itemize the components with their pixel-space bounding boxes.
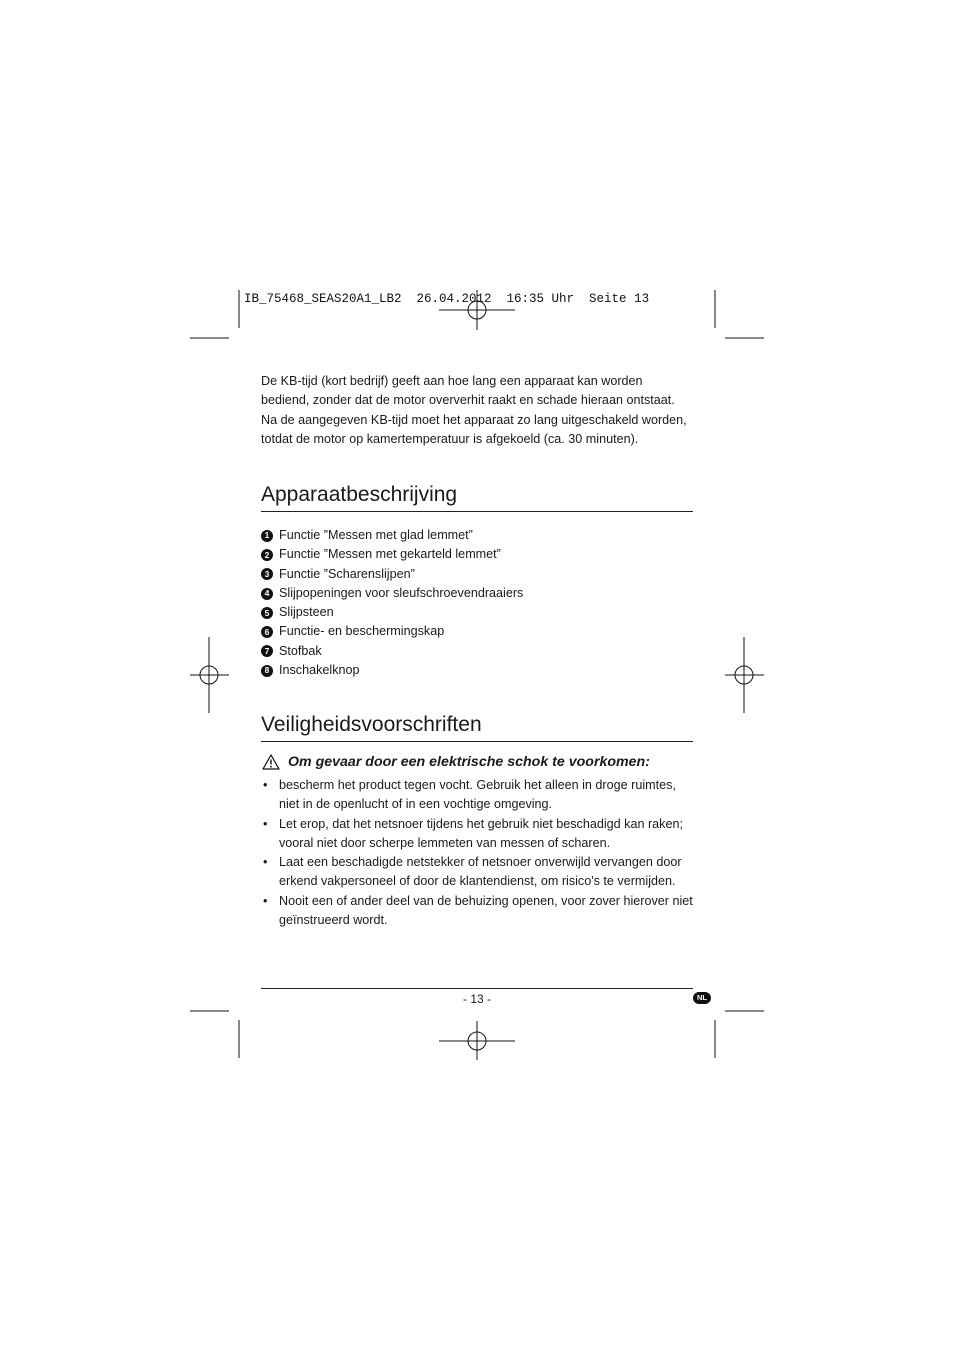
list-item <box>261 545 693 564</box>
number-badge: 3 <box>261 568 273 580</box>
print-slug: IB_75468_SEAS20A1_LB2 26.04.2012 16:35 Uhr Seite 13 <box>244 292 650 306</box>
list-item <box>261 526 693 545</box>
list-item-text: Functie- en beschermingskap <box>279 624 445 639</box>
list-item <box>261 622 693 641</box>
list-item: • Laat een beschadigde netstekker of netsnoer onverwijld vervangen door erkend vakpersoneel of door de klantendienst, om risico's te vermijden. <box>261 853 693 892</box>
list-item: • Let erop, dat het netsnoer tijdens het gebruik niet beschadigd kan raken; vooral niet door scherpe lemmeten van messen of scharen. <box>261 815 693 854</box>
registration-mark-bottom <box>439 1021 515 1060</box>
list-item-text: Inschakelknop <box>279 663 360 678</box>
section-title-veiligheidsvoorschriften: Veiligheidsvoorschriften <box>261 712 693 742</box>
list-item <box>261 584 693 603</box>
number-badge: 4 <box>261 588 273 600</box>
list-item <box>261 603 693 622</box>
list-item: • Nooit een of ander deel van de behuizing openen, voor zover hierover niet geïnstrueerd wordt. <box>261 892 693 931</box>
list-item <box>261 661 693 680</box>
list-item-text: Slijpopeningen voor sleufschroevendraaiers <box>279 585 524 600</box>
registration-mark-left <box>190 637 229 713</box>
page-number: - 13 - <box>462 992 491 1006</box>
list-item-text: Functie ”Scharenslijpen” <box>279 566 415 581</box>
warning-heading <box>262 754 694 770</box>
list-item-text: Stofbak <box>279 643 322 658</box>
language-badge: NL <box>693 992 711 1004</box>
warning-triangle-icon <box>262 754 280 770</box>
intro-paragraph: De KB-tijd (kort bedrijf) geeft aan hoe lang een apparaat kan worden bediend, zonder dat de motor oververhit raakt en schade hieraan ontstaat. Na de aangegeven KB-tijd moet het apparaat zo lang uitgeschakeld worden, totdat de motor op kamertemperatuur is afgekoeld (ca. 30 minuten). <box>261 374 687 447</box>
footer-divider <box>261 988 693 989</box>
number-badge: 1 <box>261 530 273 542</box>
warning-title-text: Om gevaar door een elektrische schok te voorkomen: <box>288 754 650 770</box>
number-badge: 6 <box>261 626 273 638</box>
number-badge: 5 <box>261 607 273 619</box>
list-item-text: Functie ”Messen met gekarteld lemmet” <box>279 547 501 562</box>
list-item <box>261 565 693 584</box>
safety-rules-list <box>261 776 693 930</box>
registration-mark-right <box>725 637 764 713</box>
number-badge: 2 <box>261 549 273 561</box>
list-item-text: Functie ”Messen met glad lemmet” <box>279 528 473 542</box>
number-badge: 8 <box>261 665 273 677</box>
list-item-text: Slijpsteen <box>279 605 334 620</box>
number-badge: 7 <box>261 645 273 657</box>
section-title-apparaatbeschrijving: Apparaatbeschrijving <box>261 482 693 512</box>
list-item <box>261 642 693 661</box>
parts-list <box>261 526 693 680</box>
list-item: • bescherm het product tegen vocht. Gebruik het alleen in droge ruimtes, niet in de openlucht of in een vochtige omgeving. <box>261 776 693 815</box>
